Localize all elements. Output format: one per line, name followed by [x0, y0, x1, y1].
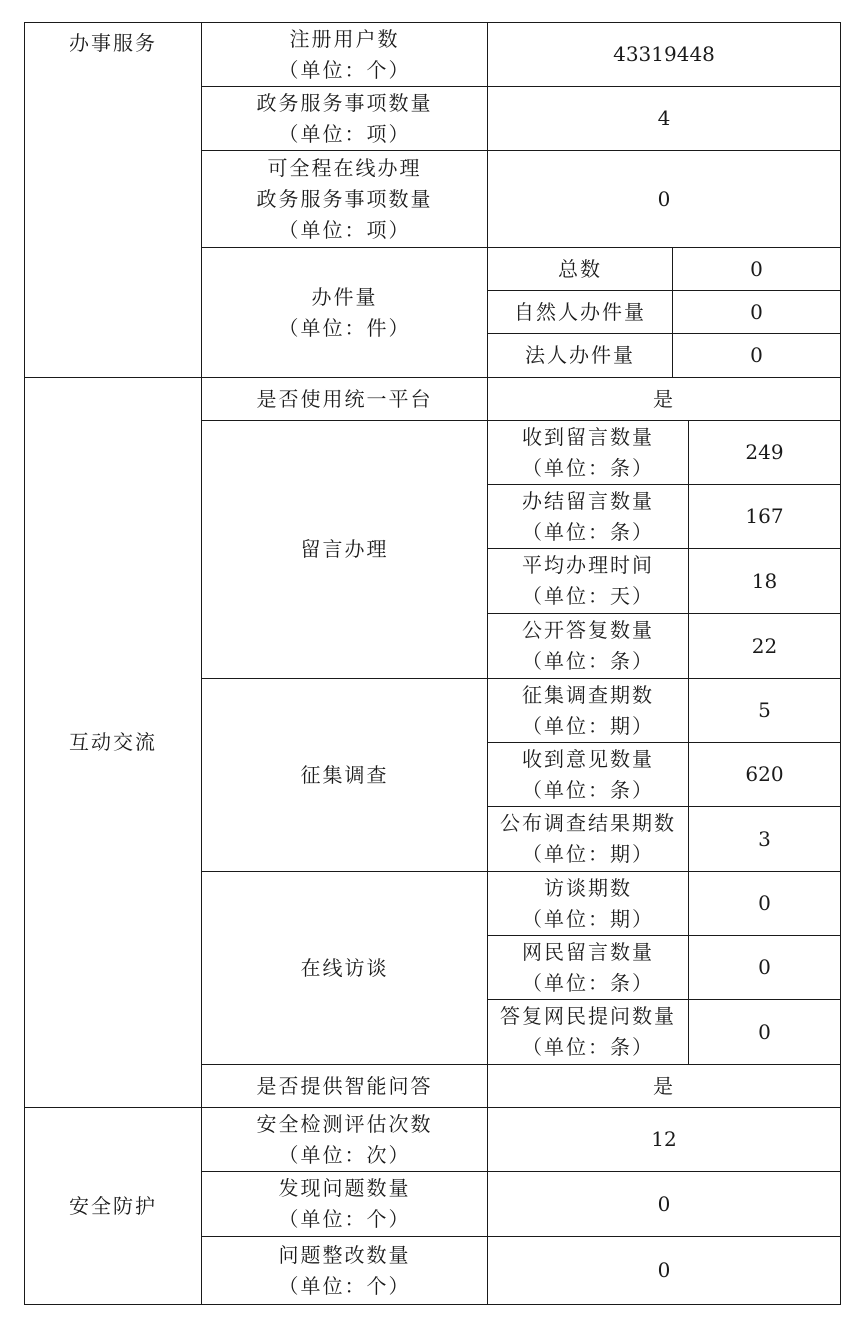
cases-natural-value: 0 [750, 299, 763, 324]
online-items-value: 0 [657, 186, 671, 211]
survey-opinions-value: 620 [745, 762, 784, 786]
smart-qa-value: 是 [653, 1073, 675, 1098]
cases-legal-value: 0 [750, 343, 763, 367]
border-right [840, 22, 841, 1305]
interview-replies-label: 答复网民提问数量 （单位：条） [500, 1004, 676, 1059]
service-items-value: 4 [657, 106, 671, 130]
messages-public-reply-label: 公开答复数量 （单位：条） [522, 618, 654, 673]
survey-results-label: 公布调查结果期数 （单位：期） [500, 811, 676, 866]
messages-public-reply-value: 22 [751, 633, 778, 658]
messages-received-value: 249 [745, 440, 784, 464]
messages-label: 留言办理 [300, 537, 389, 561]
unified-platform-label: 是否使用统一平台 [256, 386, 433, 411]
messages-avg-time-value: 18 [751, 568, 778, 593]
interview-periods-value: 0 [758, 891, 771, 915]
cases-total-label: 总数 [558, 256, 602, 281]
survey-results-value: 3 [758, 826, 771, 851]
registered-users-value: 43319448 [613, 42, 715, 66]
cases-total-value: 0 [750, 256, 763, 281]
online-items-label: 可全程在线办理 政务服务事项数量 （单位：项） [256, 155, 433, 242]
survey-label: 征集调查 [300, 762, 389, 787]
security-issues-found-label: 发现问题数量 （单位：个） [278, 1176, 411, 1231]
messages-closed-value: 167 [745, 504, 784, 528]
section-label-interaction: 互动交流 [69, 730, 157, 754]
security-issues-fixed-label: 问题整改数量 （单位：个） [278, 1242, 411, 1298]
cases-legal-label: 法人办件量 [525, 343, 635, 367]
survey-periods-value: 5 [758, 698, 771, 722]
section-label-security: 安全防护 [69, 1193, 157, 1218]
cases-natural-label: 自然人办件量 [514, 299, 646, 324]
cases-label: 办件量 （单位：件） [278, 284, 411, 340]
interview-messages-value: 0 [758, 955, 771, 979]
security-issues-fixed-value: 0 [657, 1258, 671, 1282]
service-items-label: 政务服务事项数量 （单位：项） [256, 90, 433, 146]
border-bottom [24, 1304, 841, 1305]
section-label-service: 办事服务 [69, 30, 157, 55]
unified-platform-value: 是 [653, 386, 675, 411]
smart-qa-label: 是否提供智能问答 [256, 1073, 433, 1098]
survey-opinions-label: 收到意见数量 （单位：条） [522, 746, 654, 802]
interview-periods-label: 访谈期数 （单位：期） [522, 875, 654, 931]
registered-users-label: 注册用户数 （单位：个） [278, 26, 411, 82]
security-assessments-label: 安全检测评估次数 （单位：次） [256, 1111, 433, 1167]
interview-replies-value: 0 [758, 1019, 771, 1044]
interview-label: 在线访谈 [300, 955, 389, 980]
messages-avg-time-label: 平均办理时间 （单位：天） [522, 553, 654, 608]
security-issues-found-value: 0 [657, 1191, 671, 1216]
survey-periods-label: 征集调查期数 （单位：期） [522, 682, 654, 738]
security-assessments-value: 12 [651, 1127, 677, 1151]
interview-messages-label: 网民留言数量 （单位：条） [522, 939, 654, 995]
messages-closed-label: 办结留言数量 （单位：条） [522, 488, 654, 544]
messages-received-label: 收到留言数量 （单位：条） [522, 424, 654, 480]
